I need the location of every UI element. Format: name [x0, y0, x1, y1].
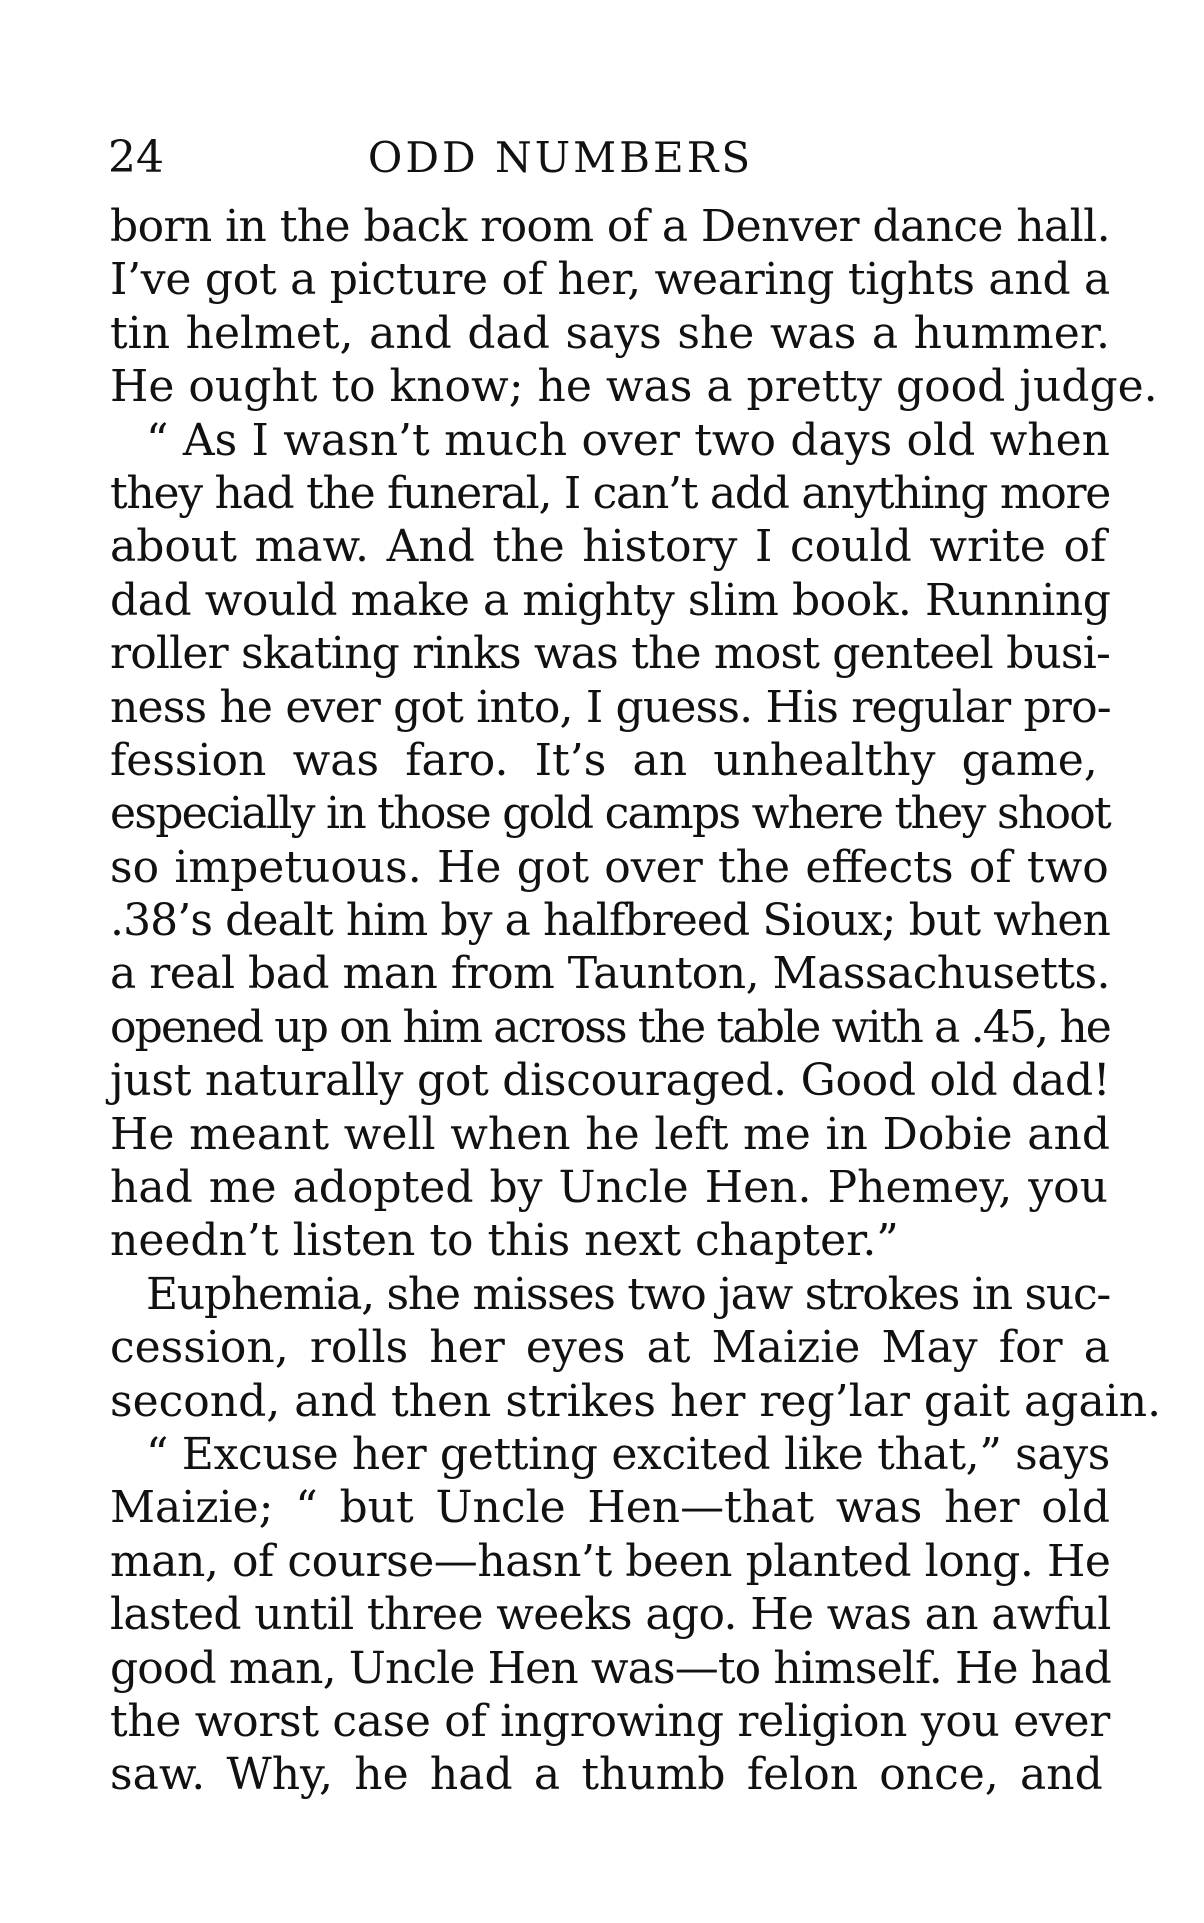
text-line: second, and then strikes her reg’lar gait again.	[110, 1375, 1162, 1427]
text-line: just naturally got discouraged. Good old dad!	[110, 1055, 1111, 1107]
text-line: roller skating rinks was the most genteel busi-	[110, 628, 1111, 680]
text-line: especially in those gold camps where they shoot	[110, 788, 1111, 840]
text-line: needn’t listen to this next chapter.”	[110, 1215, 899, 1267]
text-line: saw. Why, he had a thumb felon once, and	[110, 1749, 1103, 1801]
text-line: they had the funeral, I can’t add anything more	[110, 467, 1110, 519]
text-line: the worst case of ingrowing religion you ever	[110, 1695, 1110, 1747]
text-line: Euphemia, she misses two jaw strokes in suc-	[146, 1268, 1110, 1320]
text-line: man, of course—hasn’t been planted long. He	[110, 1535, 1111, 1587]
text-line: lasted until three weeks ago. He was an awful	[110, 1589, 1111, 1641]
body-text	[110, 200, 1162, 1802]
text-line: He ought to know; he was a pretty good judge.	[110, 361, 1158, 413]
text-line: .38’s dealt him by a halfbreed Sioux; but when	[110, 895, 1110, 947]
page-number: 24	[108, 132, 164, 183]
text-line: ness he ever got into, I guess. His regular pro-	[110, 681, 1111, 733]
running-head: ODD NUMBERS	[367, 133, 754, 182]
text-line: about maw. And the history I could write of	[110, 521, 1107, 573]
text-line: cession, rolls her eyes at Maizie May for a	[110, 1322, 1110, 1374]
text-line: born in the back room of a Denver dance hall.	[110, 201, 1110, 252]
text-line: fession was faro. It’s an unhealthy game,	[110, 734, 1098, 786]
text-line: good man, Uncle Hen was—to himself. He had	[110, 1642, 1111, 1694]
text-line: opened up on him across the table with a .45, he	[110, 1001, 1110, 1053]
text-line: dad would make a mighty slim book. Running	[110, 574, 1111, 626]
text-line: a real bad man from Taunton, Massachusetts.	[110, 948, 1111, 1000]
text-line: I’ve got a picture of her, wearing tights and a	[110, 254, 1110, 306]
page-header	[108, 128, 1108, 188]
text-line: Maizie; “ but Uncle Hen—that was her old	[110, 1482, 1110, 1534]
text-line: “ As I wasn’t much over two days old when	[146, 414, 1110, 466]
text-line: tin helmet, and dad says she was a hummer.	[110, 307, 1110, 359]
text-line: “ Excuse her getting excited like that,” says	[146, 1428, 1110, 1480]
text-line: had me adopted by Uncle Hen. Phemey, you	[110, 1162, 1108, 1214]
text-line: so impetuous. He got over the effects of two	[110, 841, 1109, 893]
text-line: He meant well when he left me in Dobie and	[110, 1108, 1110, 1160]
